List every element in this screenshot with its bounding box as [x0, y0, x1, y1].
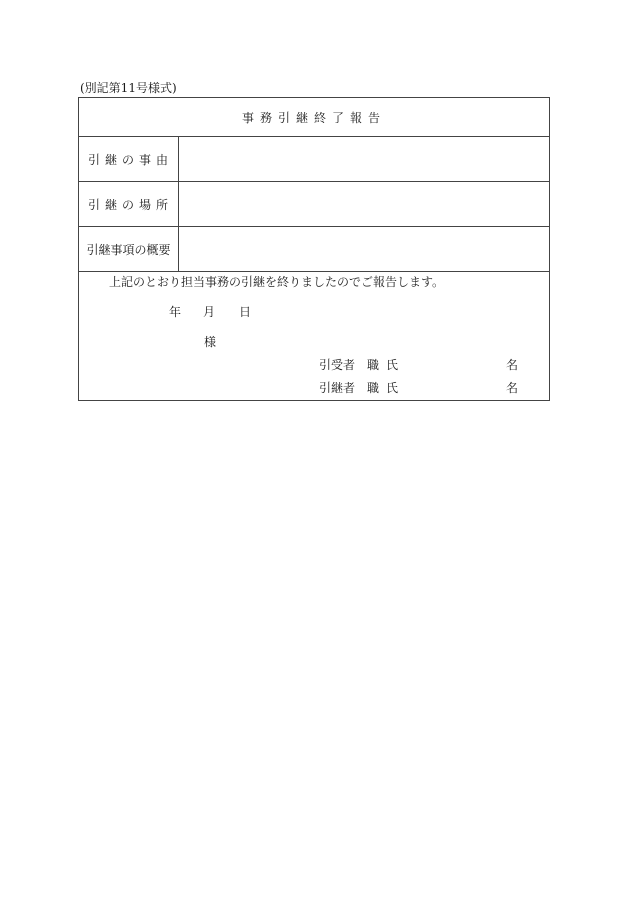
receiver-clan: 氏 — [386, 358, 399, 372]
row-reason — [79, 137, 549, 182]
handover-role: 引継者 — [319, 381, 356, 395]
receiver-title: 職 — [367, 358, 380, 372]
label-reason: 引継の事由 — [79, 137, 179, 181]
date-year: 年 — [169, 305, 182, 319]
date-day: 日 — [239, 305, 252, 319]
statement-text: 上記のとおり担当事務の引継を終りましたのでご報告します。 — [109, 275, 445, 289]
form-number-label: (別記第11号様式) — [80, 81, 177, 95]
handover-name: 名 — [506, 381, 519, 395]
row-summary — [79, 227, 549, 272]
report-statement-area — [79, 272, 549, 400]
value-place[interactable] — [179, 182, 549, 226]
receiver-name: 名 — [506, 358, 519, 372]
label-place: 引継の場所 — [79, 182, 179, 226]
handover-clan: 氏 — [386, 381, 399, 395]
report-form-table — [78, 97, 550, 401]
value-reason[interactable] — [179, 137, 549, 181]
label-summary: 引継事項の概要 — [79, 227, 179, 271]
receiver-role: 引受者 — [319, 358, 356, 372]
form-title: 事務引継終了報告 — [79, 98, 549, 137]
handover-title: 職 — [367, 381, 380, 395]
addressee-suffix: 様 — [204, 335, 217, 349]
value-summary[interactable] — [179, 227, 549, 271]
row-place — [79, 182, 549, 227]
date-month: 月 — [203, 305, 216, 319]
